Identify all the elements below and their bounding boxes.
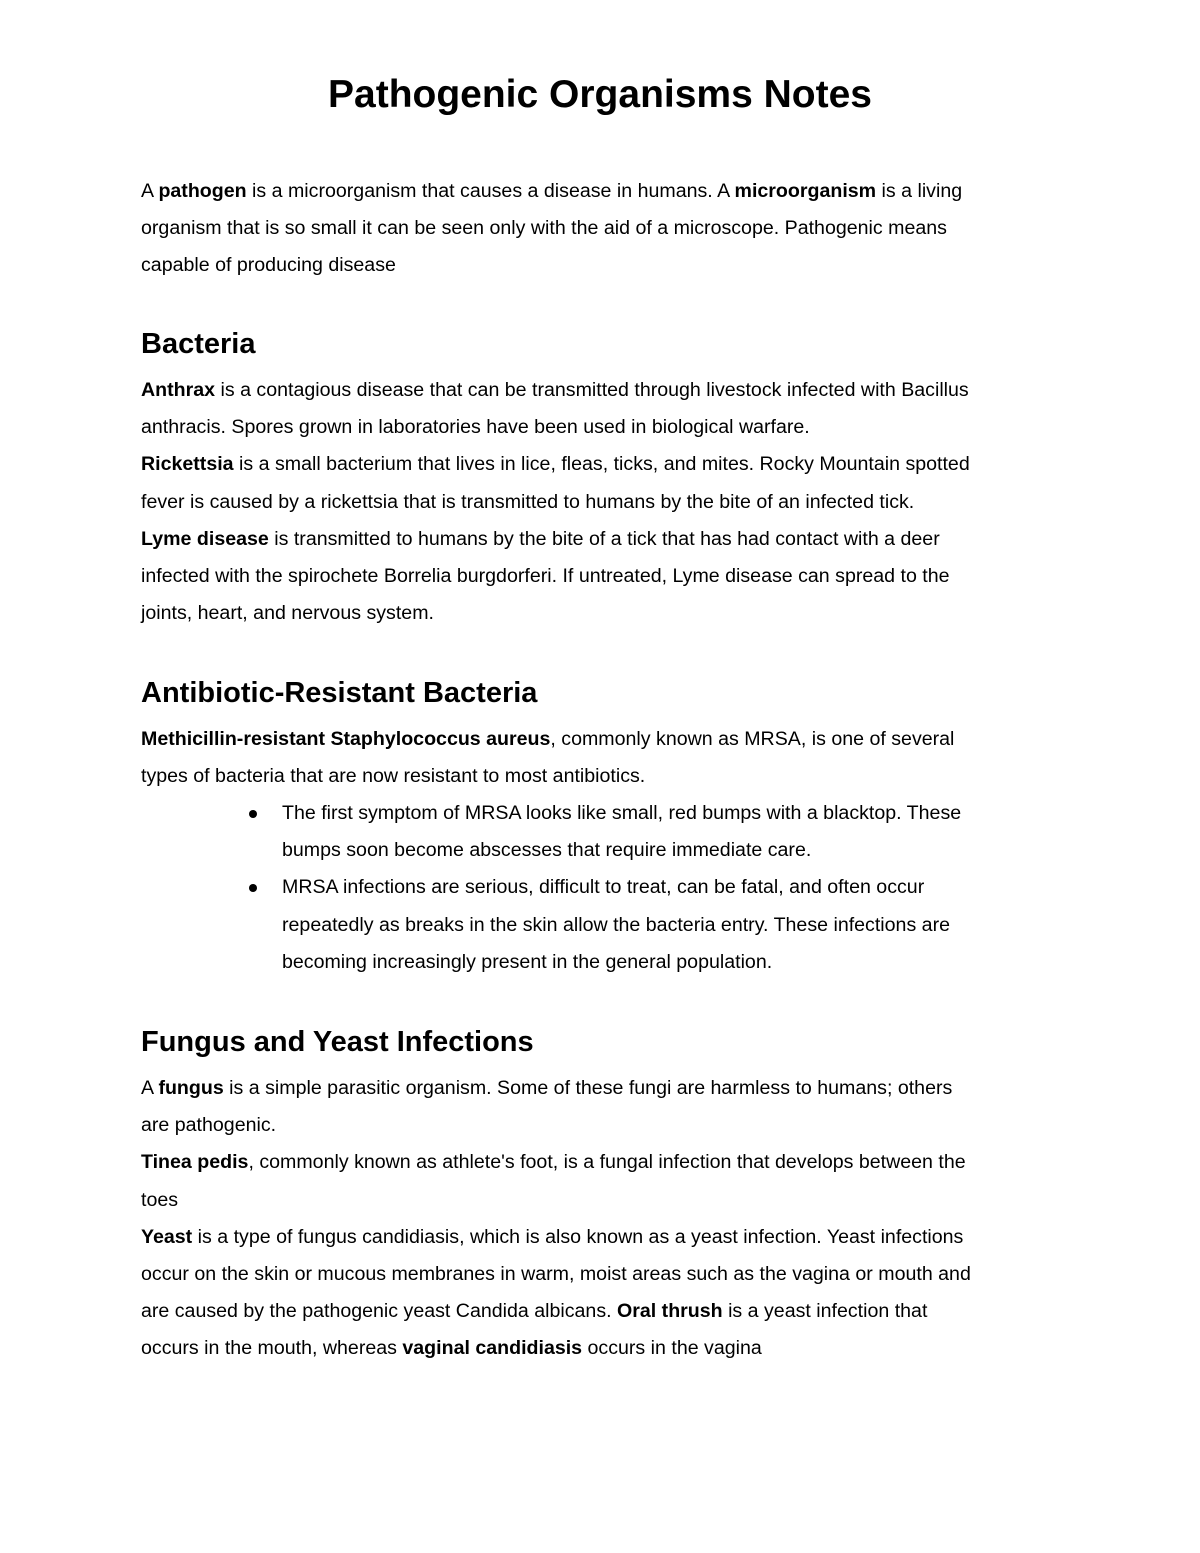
section-heading-fungus: Fungus and Yeast Infections — [141, 1026, 534, 1058]
term-mrsa: Methicillin-resistant Staphylococcus aureus — [141, 728, 551, 750]
bullet-line: bumps soon become abscesses that require immediate care. — [282, 839, 812, 862]
fungus-line-8 — [141, 1330, 1071, 1367]
list-item — [282, 869, 1082, 981]
text-span: is a simple parasitic organism. Some of these fungi are harmless to humans; others — [223, 1077, 953, 1099]
mrsa-bullet-list — [282, 795, 1082, 981]
text-span: A — [141, 180, 159, 202]
bacteria-line-3 — [141, 446, 1071, 483]
bullet-line: repeatedly as breaks in the skin allow the bacteria entry. These infections are — [282, 913, 951, 936]
text-span: , commonly known as MRSA, is one of several — [550, 728, 955, 750]
text-span: , commonly known as athlete's foot, is a fungal infection that develops between the — [248, 1151, 966, 1174]
intro-paragraph — [141, 173, 1071, 285]
term-fungus: fungus — [158, 1077, 224, 1099]
term-anthrax: Anthrax — [141, 379, 216, 401]
bacteria-line-6: infected with the spirochete Borrelia burgdorferi. If untreated, Lyme disease can spread to the — [141, 565, 950, 588]
text-span: is a living — [876, 180, 963, 202]
text-span: is transmitted to humans by the bite of a tick that has had contact with a deer — [268, 527, 940, 550]
bacteria-line-7: joints, heart, and nervous system. — [141, 602, 434, 625]
term-rickettsia: Rickettsia — [141, 453, 234, 476]
bacteria-line-4: fever is caused by a rickettsia that is transmitted to humans by the bite of an infected tick. — [141, 490, 915, 513]
fungus-line-1 — [141, 1070, 1071, 1107]
fungus-section — [141, 1070, 1071, 1368]
intro-line-3: capable of producing disease — [141, 254, 396, 277]
bacteria-line-2: anthracis. Spores grown in laboratories have been used in biological warfare. — [141, 416, 810, 439]
text-span: A — [141, 1077, 159, 1099]
text-span: is a small bacterium that lives in lice, fleas, ticks, and mites. Rocky Mountain spotted — [233, 453, 970, 476]
term-pathogen: pathogen — [158, 180, 247, 202]
fungus-line-7 — [141, 1293, 1071, 1330]
text-span: is a microorganism that causes a disease in humans. A — [246, 180, 735, 202]
bullet-line: MRSA infections are serious, difficult to treat, can be fatal, and often occur — [282, 876, 925, 899]
bullet-icon — [249, 810, 257, 818]
term-yeast: Yeast — [141, 1225, 193, 1248]
fungus-line-5 — [141, 1219, 1071, 1256]
text-span: is a yeast infection that — [722, 1300, 928, 1323]
bullet-icon — [249, 884, 257, 892]
fungus-line-6: occur on the skin or mucous membranes in warm, moist areas such as the vagina or mouth and — [141, 1263, 971, 1286]
fungus-line-2: are pathogenic. — [141, 1114, 277, 1137]
text-span: is a type of fungus candidiasis, which is also known as a yeast infection. Yeast infections — [192, 1225, 964, 1248]
bullet-line: The first symptom of MRSA looks like small, red bumps with a blacktop. These — [282, 802, 962, 824]
text-span: occurs in the vagina — [582, 1337, 762, 1360]
intro-line-1 — [141, 173, 1071, 210]
fungus-line-3 — [141, 1144, 1071, 1181]
term-microorganism: microorganism — [734, 180, 877, 202]
intro-line-2: organism that is so small it can be seen only with the aid of a microscope. Pathogenic means — [141, 217, 947, 240]
term-oral-thrush: Oral thrush — [617, 1300, 723, 1323]
text-span: is a contagious disease that can be transmitted through livestock infected with Bacillus — [215, 379, 969, 401]
page-title: Pathogenic Organisms Notes — [328, 73, 872, 116]
resistant-line-2: types of bacteria that are now resistant to most antibiotics. — [141, 765, 646, 788]
bullet-line: becoming increasingly present in the general population. — [282, 950, 773, 973]
resistant-section — [141, 721, 1071, 795]
list-item — [282, 795, 1082, 869]
bacteria-section — [141, 372, 1071, 632]
section-heading-bacteria: Bacteria — [141, 328, 256, 360]
bacteria-line-5 — [141, 521, 1071, 558]
term-tinea-pedis: Tinea pedis — [141, 1151, 249, 1174]
text-span: are caused by the pathogenic yeast Candida albicans. — [141, 1300, 618, 1323]
term-vaginal-candidiasis: vaginal candidiasis — [402, 1337, 583, 1360]
section-heading-antibiotic-resistant: Antibiotic-Resistant Bacteria — [141, 677, 538, 709]
term-lyme-disease: Lyme disease — [141, 527, 269, 550]
bacteria-line-1 — [141, 372, 1071, 409]
text-span: occurs in the mouth, whereas — [141, 1337, 403, 1360]
resistant-line-1 — [141, 721, 1071, 758]
fungus-line-4: toes — [141, 1188, 179, 1211]
